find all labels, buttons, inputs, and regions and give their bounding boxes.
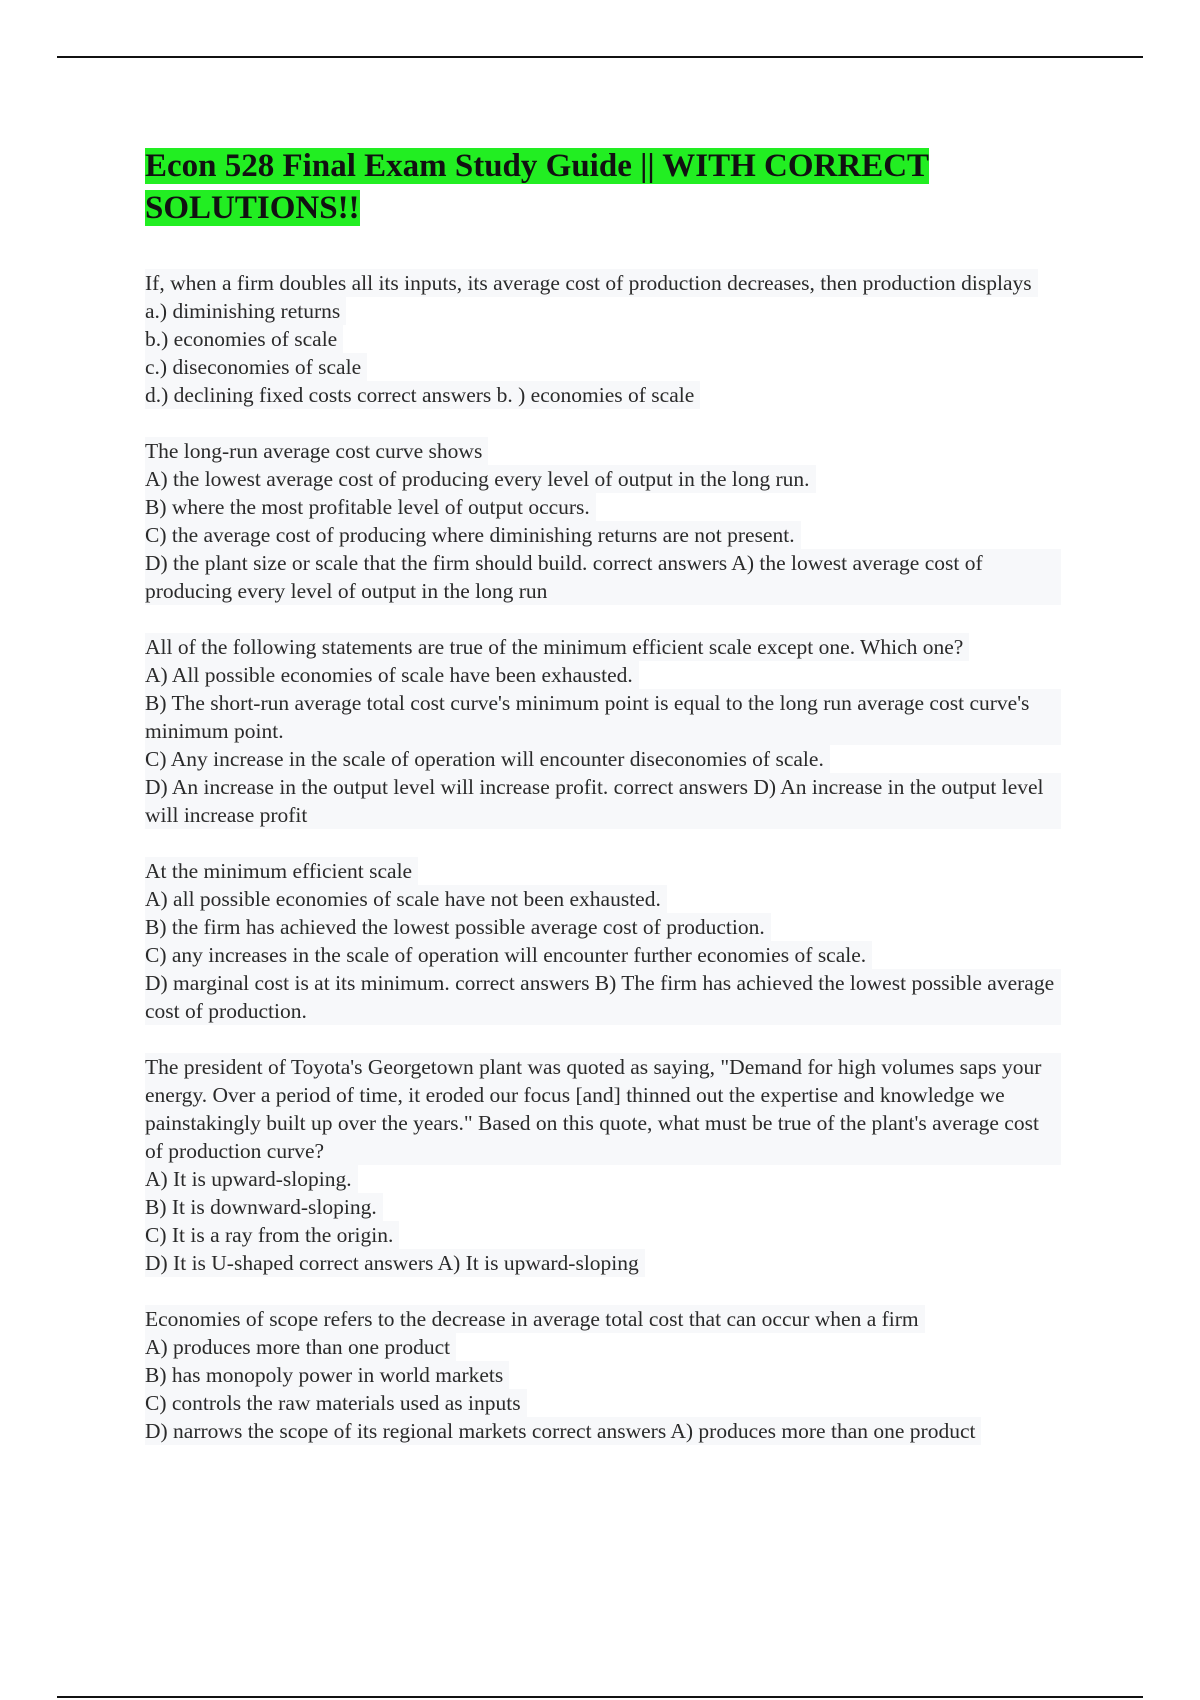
answer-option: b.) economies of scale	[145, 325, 343, 353]
answer-option: C) the average cost of producing where diminishing returns are not present.	[145, 521, 801, 549]
answer-option: A) produces more than one product	[145, 1333, 456, 1361]
answer-option: C) It is a ray from the origin.	[145, 1221, 399, 1249]
answer-option: C) Any increase in the scale of operation will encounter diseconomies of scale.	[145, 745, 830, 773]
answer-option: A) It is upward-sloping.	[145, 1165, 358, 1193]
answer-option: B) has monopoly power in world markets	[145, 1361, 509, 1389]
question-block-6	[145, 1305, 1065, 1445]
answer-option: B) The short-run average total cost curve's minimum point is equal to the long run average cost curve's minimum point.	[145, 689, 1061, 745]
document-body	[145, 145, 1065, 1473]
answer-option: c.) diseconomies of scale	[145, 353, 367, 381]
question-block-2	[145, 437, 1065, 605]
answer-option: B) the firm has achieved the lowest possible average cost of production.	[145, 913, 771, 941]
answer-option: B) It is downward-sloping.	[145, 1193, 383, 1221]
question-text: At the minimum efficient scale	[145, 857, 418, 885]
answer-option-with-solution: D) narrows the scope of its regional markets correct answers A) produces more than one product	[145, 1417, 981, 1445]
answer-option: A) the lowest average cost of producing every level of output in the long run.	[145, 465, 816, 493]
answer-option-with-solution: d.) declining fixed costs correct answers b. ) economies of scale	[145, 381, 700, 409]
question-text: Economies of scope refers to the decrease in average total cost that can occur when a firm	[145, 1305, 925, 1333]
highlighted-title-text: Econ 528 Final Exam Study Guide || WITH CORRECT SOLUTIONS!!	[145, 148, 930, 226]
answer-option: a.) diminishing returns	[145, 297, 346, 325]
answer-option: A) all possible economies of scale have not been exhausted.	[145, 885, 667, 913]
question-block-1	[145, 269, 1065, 409]
question-block-3	[145, 633, 1065, 829]
answer-option: C) any increases in the scale of operation will encounter further economies of scale.	[145, 941, 872, 969]
question-text: The long-run average cost curve shows	[145, 437, 488, 465]
question-block-5	[145, 1053, 1065, 1277]
question-block-4	[145, 857, 1065, 1025]
answer-option-with-solution: D) the plant size or scale that the firm should build. correct answers A) the lowest average cost of producing every level of output in the long run	[145, 549, 1061, 605]
answer-option: C) controls the raw materials used as inputs	[145, 1389, 527, 1417]
question-text: The president of Toyota's Georgetown plant was quoted as saying, "Demand for high volumes saps your energy. Over a period of time, it eroded our focus [and] thinned out the expertise and knowledge we painstakingly built up over the years." Based on this quote, what must be true of the plant's average cost of production curve?	[145, 1053, 1061, 1165]
header-rule	[57, 56, 1143, 58]
answer-option-with-solution: D) An increase in the output level will increase profit. correct answers D) An increase in the output level will increase profit	[145, 773, 1061, 829]
footer-rule	[57, 1696, 1143, 1698]
document-title	[145, 145, 1065, 229]
question-text: All of the following statements are true of the minimum efficient scale except one. Which one?	[145, 633, 969, 661]
answer-option-with-solution: D) marginal cost is at its minimum. correct answers B) The firm has achieved the lowest possible average cost of production.	[145, 969, 1061, 1025]
answer-option-with-solution: D) It is U-shaped correct answers A) It is upward-sloping	[145, 1249, 645, 1277]
question-text: If, when a firm doubles all its inputs, its average cost of production decreases, then production displays	[145, 269, 1038, 297]
answer-option: B) where the most profitable level of output occurs.	[145, 493, 596, 521]
answer-option: A) All possible economies of scale have been exhausted.	[145, 661, 639, 689]
